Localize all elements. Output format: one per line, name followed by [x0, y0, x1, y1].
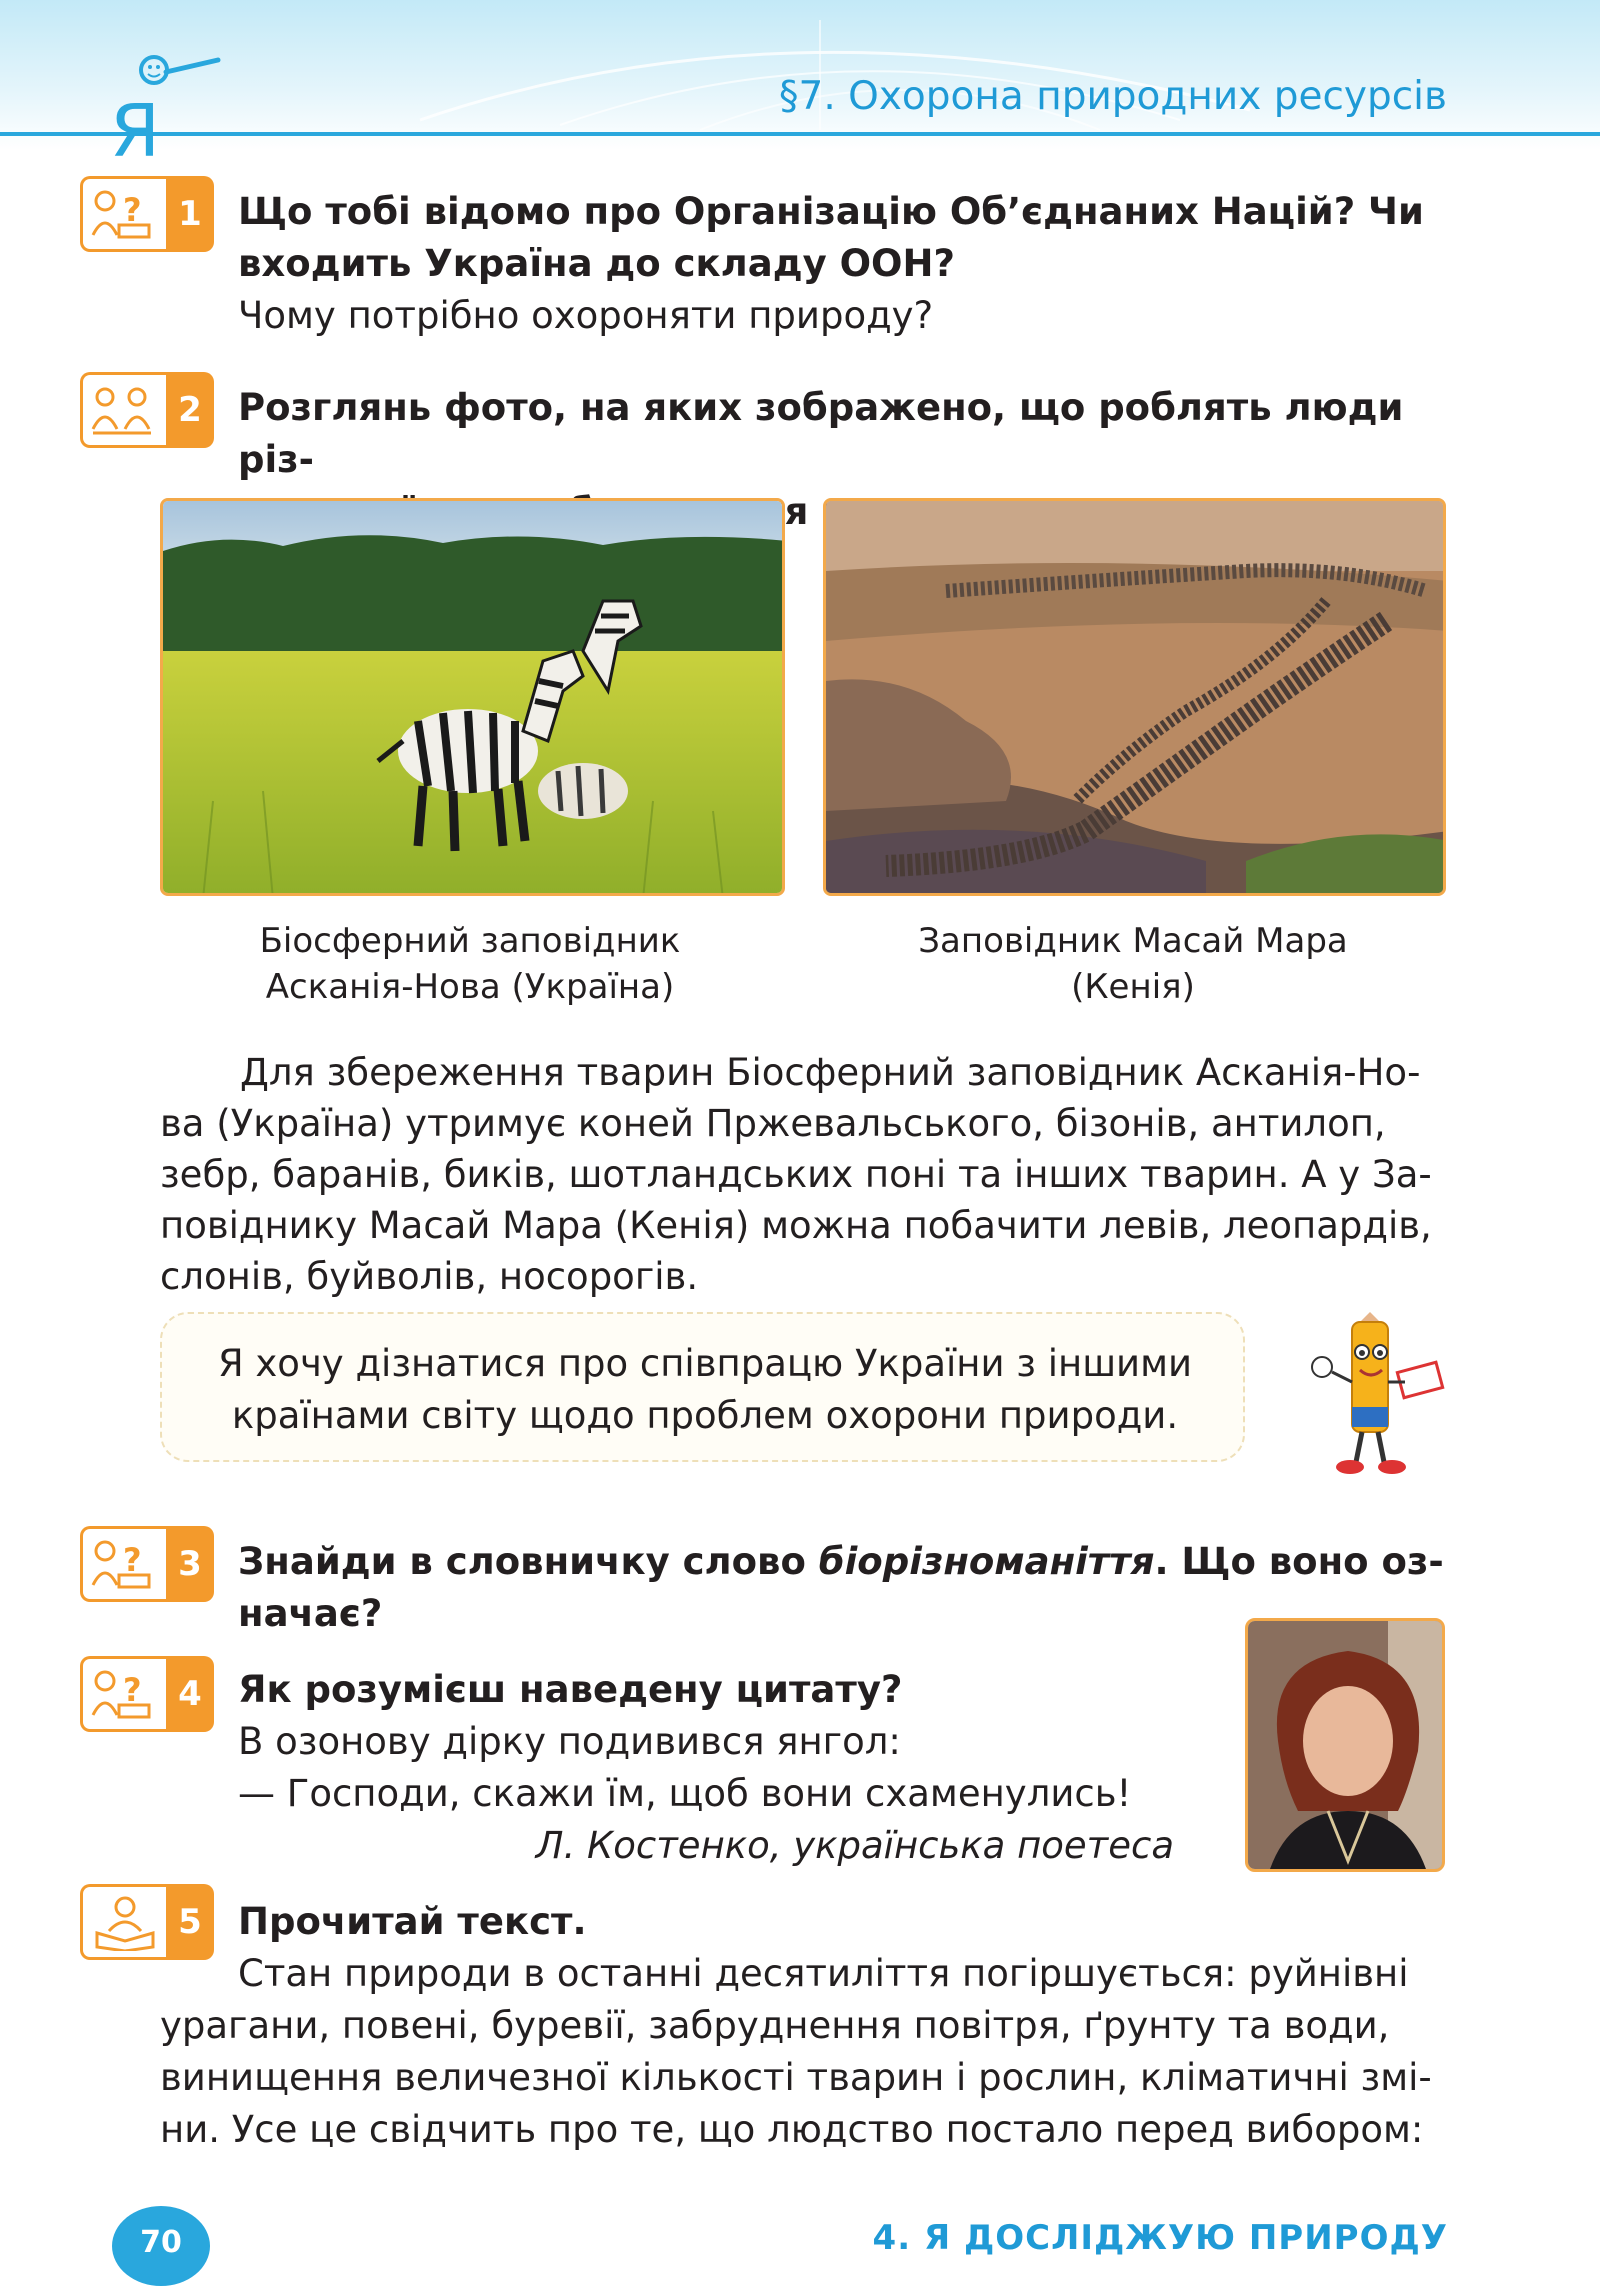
photo-2-caption-line2: (Кенія)	[1071, 967, 1195, 1007]
svg-text:?: ?	[123, 1541, 142, 1579]
think-icon	[91, 1667, 161, 1723]
task-5-text-line1: Стан природи в останні десятиліття погіршується: руйнівні	[238, 1952, 1409, 1995]
task-1-text	[238, 186, 1448, 342]
task-3-question-line2: начає?	[238, 1592, 383, 1635]
portrait-photo	[1245, 1618, 1445, 1872]
task-5-text-line3: винищення величезної кількості тварин і рослин, кліматичні змі-	[160, 2056, 1432, 2099]
paragraph-reserves	[160, 1047, 1445, 1302]
task-4-quote-author: Л. Костенко, українська поетеса	[535, 1824, 1174, 1867]
task-3-term: біорізноманіття	[818, 1540, 1155, 1583]
paragraph-line4: повіднику Масай Мара (Кенія) можна побачити левів, леопардів,	[160, 1204, 1432, 1247]
pair-discussion-icon	[91, 383, 161, 439]
chapter-title: 4. Я ДОСЛІДЖУЮ ПРИРОДУ	[872, 2218, 1448, 2258]
task-1-badge	[80, 176, 214, 252]
photo-1-caption-line1: Біосферний заповідник	[259, 921, 681, 961]
section-title: §7. Охорона природних ресурсів	[779, 74, 1447, 119]
task-4-text	[238, 1664, 1198, 1872]
task-4-badge	[80, 1656, 214, 1732]
paragraph-line5: слонів, буйволів, носорогів.	[160, 1255, 699, 1298]
task-3-badge	[80, 1526, 214, 1602]
task-3-question-post: . Що воно оз-	[1154, 1540, 1444, 1583]
task-2-question-line1: Розглянь фото, на яких зображено, що роблять люди різ-	[238, 386, 1404, 481]
photo-zebras-askania-nova	[160, 498, 785, 896]
task-4-number: 4	[166, 1656, 214, 1732]
task-2-number: 2	[166, 372, 214, 448]
note-line2: країнами світу щодо проблем охорони природи.	[231, 1394, 1179, 1437]
header-rule	[0, 132, 1600, 136]
reading-icon	[91, 1895, 161, 1951]
pencil-mascot-icon	[1300, 1312, 1460, 1492]
paragraph-line1: Для збереження тварин Біосферний заповідник Асканія-Но-	[240, 1051, 1421, 1094]
task-5-text	[160, 1948, 1445, 2156]
task-3-number: 3	[166, 1526, 214, 1602]
page-number: 70	[112, 2206, 210, 2286]
photo-1-caption	[160, 918, 780, 1010]
task-3-question-pre: Знайди в словничку слово	[238, 1540, 819, 1583]
logo-letter: Я	[110, 89, 161, 162]
task-4-quote-line2: — Господи, скажи їм, щоб вони схаменулись!	[238, 1772, 1132, 1815]
task-5-text-line4: ни. Усе це свідчить про те, що людство постало перед вибором:	[160, 2108, 1424, 2151]
note-line1: Я хочу дізнатися про співпрацю України з іншими	[217, 1342, 1193, 1385]
photo-1-caption-line2: Асканія-Нова (Україна)	[265, 967, 675, 1007]
note-text	[190, 1338, 1220, 1442]
think-icon	[91, 1537, 161, 1593]
task-2-badge	[80, 372, 214, 448]
svg-text:?: ?	[123, 1671, 142, 1709]
photo-2-caption	[823, 918, 1443, 1010]
task-1-question-line2: входить Україна до складу ООН?	[238, 242, 955, 285]
think-icon	[91, 187, 161, 243]
paragraph-line3: зебр, баранів, биків, шотландських поні та інших тварин. А у За-	[160, 1153, 1432, 1196]
task-1-extra-line: Чому потрібно охороняти природу?	[238, 294, 934, 337]
photo-2-caption-line1: Заповідник Масай Мара	[918, 921, 1348, 961]
task-4-quote-line1: В озонову дірку подивився янгол:	[238, 1720, 901, 1763]
task-5-title: Прочитай текст.	[238, 1900, 587, 1943]
task-5-number: 5	[166, 1884, 214, 1960]
task-5-text-line2: урагани, повені, буревії, забруднення повітря, ґрунту та води,	[160, 2004, 1390, 2047]
task-1-number: 1	[166, 176, 214, 252]
paragraph-line2: ва (Україна) утримує коней Пржевальського, бізонів, антилоп,	[160, 1102, 1386, 1145]
photo-wildebeest-masai-mara	[823, 498, 1446, 896]
logo-stick-figure-icon	[100, 52, 230, 162]
task-4-question: Як розумієш наведену цитату?	[238, 1668, 903, 1711]
task-1-question-line1: Що тобі відомо про Організацію Об’єднаних Націй? Чи	[238, 190, 1424, 233]
svg-text:?: ?	[123, 191, 142, 229]
